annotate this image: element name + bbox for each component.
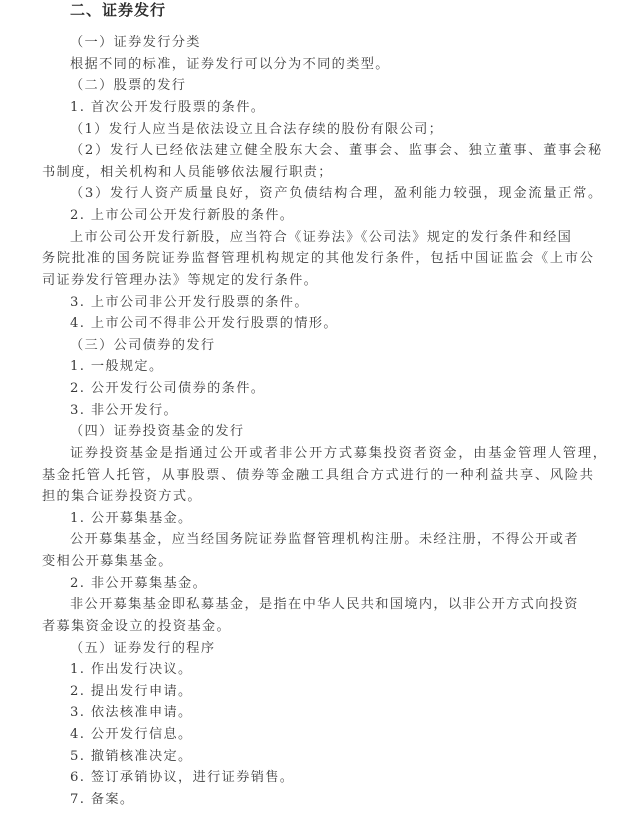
paragraph-line: 4. 上市公司不得非公开发行股票的情形。	[70, 316, 338, 332]
section-title: 二、证券发行	[70, 1, 167, 19]
paragraph-line: 1. 一般规定。	[70, 359, 164, 375]
paragraph-line: 非公开募集基金即私募基金，是指在中华人民共和国境内，以非公开方式向投资	[70, 597, 579, 613]
paragraph-line: 6. 签订承销协议，进行证券销售。	[70, 770, 295, 786]
paragraph-line: 7. 备案。	[70, 791, 135, 807]
paragraph-line: 2. 上市公司公开发行新股的条件。	[70, 208, 295, 223]
paragraph-line: （二）股票的发行	[70, 78, 187, 94]
paragraph-line: 1. 公开募集基金。	[70, 510, 193, 526]
paragraph-line: 司证券发行管理办法》等规定的发行条件。	[42, 272, 319, 288]
paragraph-line: 2. 公开发行公司债券的条件。	[70, 381, 266, 396]
paragraph-line: （五）证券发行的程序	[70, 640, 216, 656]
paragraph-line: （2）发行人已经依法建立健全股东大会、董事会、监事会、独立董事、董事会秘	[70, 143, 603, 159]
paragraph-line: 担的集合证券投资方式。	[42, 489, 202, 505]
paragraph-line: 2. 提出发行申请。	[70, 683, 193, 699]
paragraph-line: 1. 首次公开发行股票的条件。	[70, 99, 266, 115]
paragraph-line: 证券投资基金是指通过公开或者非公开方式募集投资者资金，由基金管理人管理，	[70, 445, 608, 461]
paragraph-line: 上市公司公开发行新股，应当符合《证券法》《公司法》规定的发行条件和经国	[70, 229, 573, 245]
paragraph-line: 者募集资金设立的投资基金。	[42, 618, 231, 634]
paragraph-line: 基金托管人托管，从事股票、债券等金融工具组合方式进行的一种利益共享、风险共	[42, 467, 595, 483]
paragraph-line: （一）证券发行分类	[70, 35, 201, 50]
paragraph-line: （1）发行人应当是依法设立且合法存续的股份有限公司；	[70, 121, 444, 137]
paragraph-line: 3. 依法核准申请。	[70, 705, 193, 721]
paragraph-line: 1. 作出发行决议。	[70, 662, 193, 678]
paragraph-line: 5. 撤销核准决定。	[70, 748, 193, 764]
paragraph-line: 公开募集基金，应当经国务院证券监督管理机构注册。未经注册，不得公开或者	[70, 532, 579, 548]
paragraph-line: （3）发行人资产质量良好，资产负债结构合理，盈利能力较强，现金流量正常。	[70, 186, 603, 202]
paragraph-line: 变相公开募集基金。	[42, 554, 173, 569]
paragraph-line: 3. 上市公司非公开发行股票的条件。	[70, 294, 309, 310]
paragraph-line: （四）证券投资基金的发行	[70, 424, 245, 440]
paragraph-line: 3. 非公开发行。	[70, 402, 179, 418]
document-body	[42, 32, 608, 811]
paragraph-line: 务院批准的国务院证券监督管理机构规定的其他发行条件，包括中国证监会《上市公	[42, 251, 595, 267]
paragraph-line: （三）公司债券的发行	[70, 337, 216, 353]
paragraph-line: 2. 非公开募集基金。	[70, 575, 208, 591]
paragraph-line: 书制度，相关机构和人员能够依法履行职责；	[42, 164, 333, 180]
paragraph-line: 根据不同的标准，证券发行可以分为不同的类型。	[70, 56, 390, 72]
paragraph-line: 4. 公开发行信息。	[70, 727, 193, 742]
